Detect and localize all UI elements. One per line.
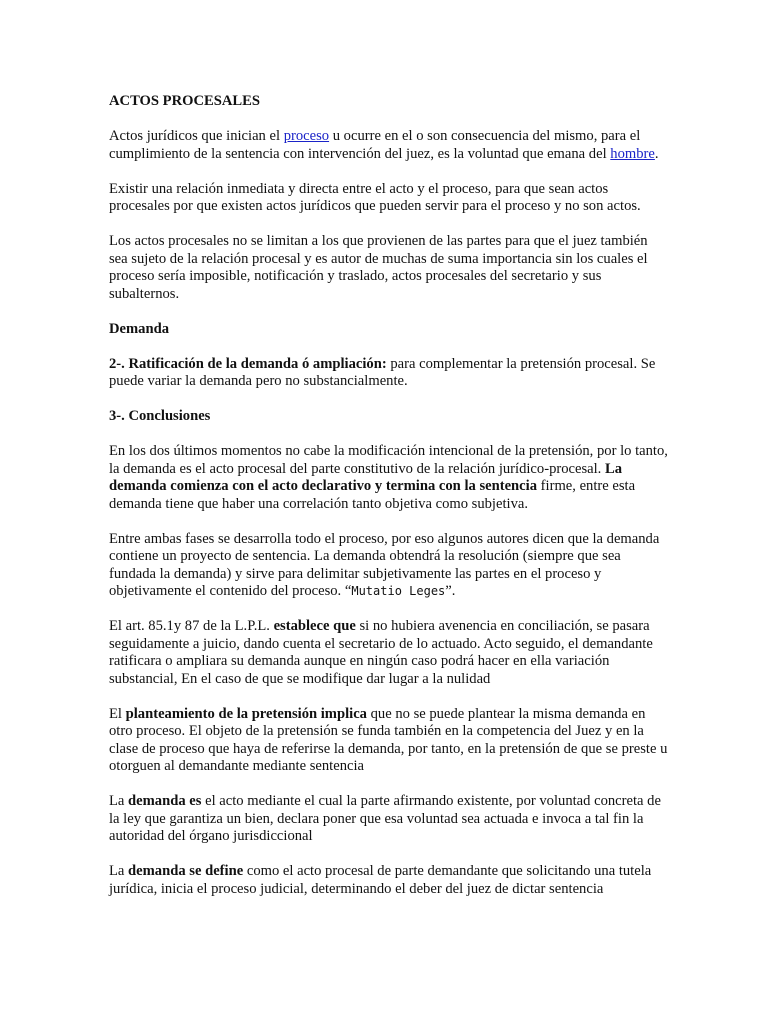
- paragraph-1-text-a: Actos jurídicos que inician el: [109, 128, 284, 144]
- paragraph-9-text-b: el acto mediante el cual la parte afirmando existente, por voluntad concreta de la ley que garantiza un bien, declara poner que esa voluntad sea actuada e invoca a tal fin la autoridad del órgano jurisdiccional: [109, 793, 661, 844]
- mutatio-leges-text: Mutatio Leges: [351, 584, 446, 598]
- hombre-link[interactable]: hombre: [610, 145, 655, 162]
- paragraph-7-text-a: El art. 85.1y 87 de la L.P.L.: [109, 618, 274, 634]
- paragraph-6: [109, 531, 669, 601]
- paragraph-3: Los actos procesales no se limitan a los que provienen de las partes para que el juez también sea sujeto de la relación procesal y es autor de muchas de suma importancia sin los cuales el proceso sería imposible, notificación y traslado, actos procesales del secretario y sus subalternos.: [109, 233, 648, 302]
- heading-demanda: Demanda: [109, 320, 169, 337]
- paragraph-10-text-a: La: [109, 863, 129, 879]
- paragraph-6-text-b: ”.: [445, 583, 456, 599]
- paragraph-2: Existir una relación inmediata y directa entre el acto y el proceso, para que sean actos procesales por que existen actos jurídicos que pueden servir para el proceso y no son actos.: [109, 180, 641, 214]
- ratificacion-text: para complementar la pretensión procesal. Se puede variar la demanda pero no substancialmente.: [109, 355, 656, 389]
- paragraph-1-text-b: u ocurre en el o son consecuencia del mismo, para el cumplimiento de la sentencia con intervención del juez, es la voluntad que emana del: [109, 128, 641, 162]
- paragraph-7-bold: establece que: [273, 618, 356, 634]
- paragraph-7: [109, 618, 669, 688]
- ratificacion-label: 2-. Ratificación de la demanda ó ampliación:: [109, 355, 387, 372]
- paragraph-6-text-a: Entre ambas fases se desarrolla todo el proceso, por eso algunos autores dicen que la demanda contiene un proyecto de sentencia. La demanda obtendrá la resolución (siempre que sea fundada la demanda) y sirve para delimitar subjetivamente las partes en el proceso y objetivamente el contenido del proceso. “: [109, 530, 660, 599]
- paragraph-10: [109, 863, 669, 898]
- paragraph-10-bold: demanda se define: [128, 863, 244, 879]
- paragraph-8-text-b: que no se puede plantear la misma demanda en otro proceso. El objeto de la pretensión se funda también en la competencia del Juez y en la clase de proceso que haya de referirse la demanda, por tanto, en la pretensión de que se preste u otorguen al demandante mediante sentencia: [109, 705, 668, 774]
- paragraph-5-text-b: firme, entre esta demanda tiene que haber una correlación tanto objetiva como subjetiva.: [109, 478, 636, 512]
- heading-conclusiones: 3-. Conclusiones: [109, 408, 211, 424]
- paragraph-9-bold: demanda es: [128, 793, 202, 809]
- paragraph-8-text-a: El: [109, 705, 126, 722]
- paragraph-8: [109, 706, 669, 776]
- paragraph-7-text-b: si no hubiera avenencia en conciliación, se pasara seguidamente a juicio, dando cuenta el secretario de lo actuado. Acto seguido, el demandante ratificara o ampliara su demanda aunque en ningún caso podrá hacer en ella variación substancial, En el caso de que se modifique dar lugar a la nulidad: [109, 618, 653, 687]
- paragraph-10-text-b: como el acto procesal de parte demandante que solicitando una tutela jurídica, inicia el proceso judicial, determinando el deber del juez de dictar sentencia: [109, 863, 652, 897]
- paragraph-ratificacion: [109, 356, 669, 391]
- document-title: ACTOS PROCESALES: [109, 93, 260, 109]
- paragraph-1-text-c: .: [654, 145, 659, 162]
- paragraph-9: [109, 793, 669, 846]
- paragraph-5-bold: La demanda comienza con el acto declarativo y termina con la sentencia: [109, 460, 623, 494]
- paragraph-5-text-a: En los dos últimos momentos no cabe la modificación intencional de la pretensión, por lo tanto, la demanda es el acto procesal del parte constitutivo de la relación jurídico-procesal.: [109, 443, 668, 477]
- paragraph-9-text-a: La: [109, 793, 129, 809]
- document-page: [109, 93, 669, 916]
- proceso-link[interactable]: proceso: [283, 128, 330, 144]
- paragraph-1: [109, 128, 669, 163]
- paragraph-5: [109, 443, 669, 513]
- paragraph-8-bold: planteamiento de la pretensión implica: [125, 705, 367, 722]
